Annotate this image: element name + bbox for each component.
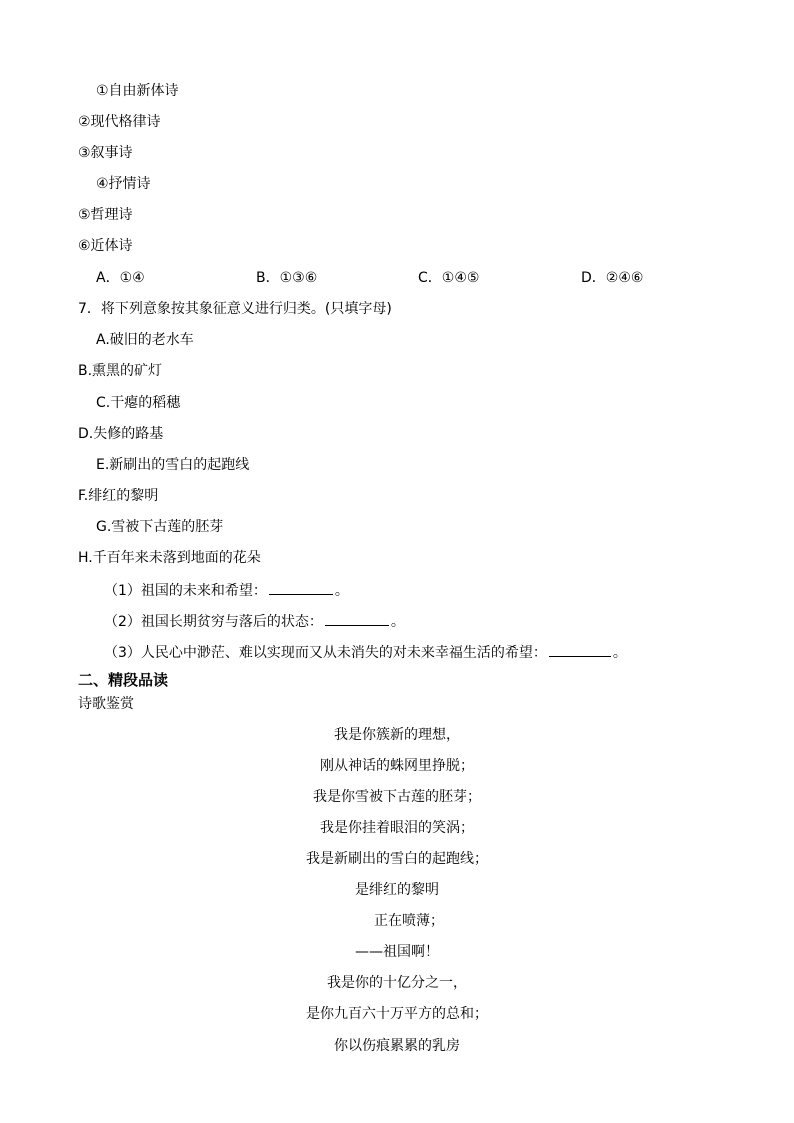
imagery-item-d: D.失修的路基	[78, 426, 164, 442]
genre-option-6: ⑥近体诗	[78, 238, 133, 254]
sub-question-2-end: 。	[390, 614, 405, 630]
choice-d: D．②④⑥	[581, 270, 644, 286]
sub-question-3	[104, 642, 627, 662]
imagery-item-b: B.熏黑的矿灯	[78, 363, 163, 379]
sub-question-1-end: 。	[334, 583, 349, 599]
imagery-item-f: F.绯红的黎明	[78, 488, 159, 504]
poem-line-3: 我是你雪被下古莲的胚芽；	[313, 789, 481, 805]
imagery-item-g: G.雪被下古莲的胚芽	[96, 519, 224, 535]
answer-blank-2[interactable]	[325, 611, 389, 626]
genre-option-2: ②现代格律诗	[78, 114, 161, 130]
choice-b: B．①③⑥	[256, 270, 318, 286]
sub-question-3-end: 。	[612, 645, 627, 661]
poem-line-8: ——祖国啊！	[355, 944, 439, 960]
question-7-stem: 7．将下列意象按其象征意义进行归类。(只填字母)	[78, 301, 392, 317]
answer-blank-1[interactable]	[269, 580, 333, 595]
imagery-item-a: A.破旧的老水车	[96, 332, 194, 348]
answer-blank-3[interactable]	[549, 642, 611, 657]
answer-choices	[96, 268, 716, 288]
poem-line-6: 是绯红的黎明	[355, 882, 439, 898]
poem-line-4: 我是你挂着眼泪的笑涡；	[320, 820, 474, 836]
poem-line-2: 刚从神话的蛛网里挣脱；	[320, 758, 474, 774]
choice-c: C．①④⑤	[418, 270, 480, 286]
sub-question-1-text: （1）祖国的未来和希望：	[104, 583, 267, 599]
section-heading: 二、精段品读	[78, 671, 169, 689]
poem-line-11: 你以伤痕累累的乳房	[334, 1038, 460, 1054]
genre-option-4: ④抒情诗	[96, 176, 151, 192]
sub-question-2-text: （2）祖国长期贫穷与落后的状态：	[104, 614, 323, 630]
poem-line-9: 我是你的十亿分之一，	[327, 975, 467, 991]
section-subheading: 诗歌鉴赏	[78, 696, 134, 712]
poem-line-1: 我是你簇新的理想，	[334, 727, 460, 743]
imagery-item-e: E.新刷出的雪白的起跑线	[96, 457, 250, 473]
sub-question-3-text: （3）人民心中渺茫、难以实现而又从未消失的对未来幸福生活的希望：	[104, 645, 547, 661]
imagery-item-c: C.干瘪的稻穗	[96, 395, 181, 411]
imagery-item-h: H.千百年来未落到地面的花朵	[78, 550, 261, 566]
poem-line-5: 我是新刷出的雪白的起跑线；	[306, 851, 488, 867]
sub-question-1	[104, 580, 349, 600]
poem-line-7: 正在喷薄；	[374, 913, 444, 929]
sub-question-2	[104, 611, 405, 631]
genre-option-1: ①自由新体诗	[96, 83, 179, 99]
choice-a: A．①④	[96, 270, 145, 286]
genre-option-3: ③叙事诗	[78, 145, 133, 161]
genre-option-5: ⑤哲理诗	[78, 207, 133, 223]
poem-line-10: 是你九百六十万平方的总和；	[306, 1006, 488, 1022]
